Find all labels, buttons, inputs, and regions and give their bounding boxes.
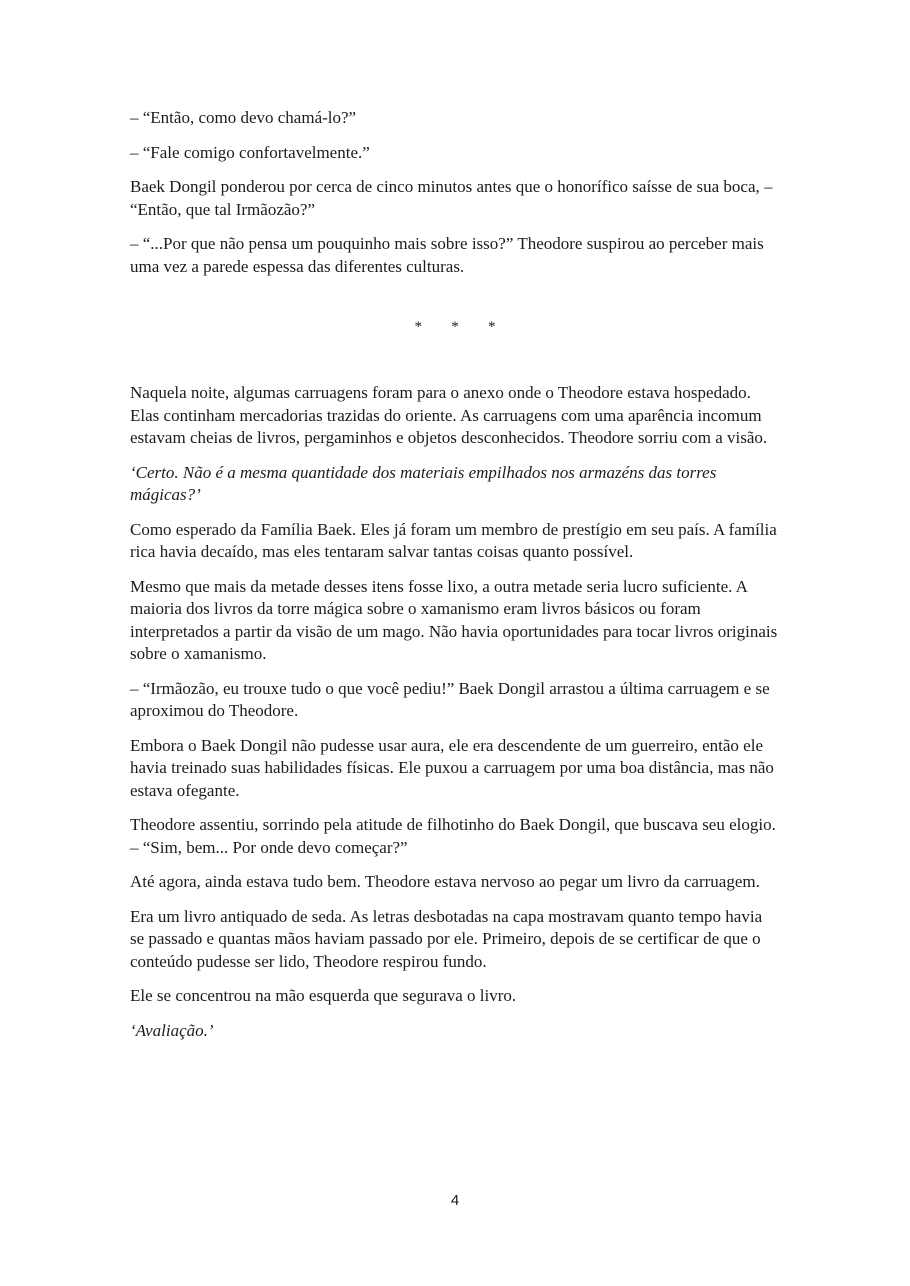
paragraph-carriages-arrive: Naquela noite, algumas carruagens foram para o anexo onde o Theodore estava hospedado. Elas continham mercadorias trazidas do oriente. As carruagens com uma aparência incomum estavam cheias de livros, pergaminhos e objetos desconhecidos. Theodore sorriu com a visão. [130, 383, 768, 447]
paragraph-theodore-nods: Theodore assentiu, sorrindo pela atitude de filhotinho do Baek Dongil, que buscava seu elogio. – “Sim, bem... Por onde devo começar?” [130, 815, 776, 857]
page-body [130, 107, 780, 1054]
paragraph-so-far-fine: Até agora, ainda estava tudo bem. Theodore estava nervoso ao pegar um livro da carruagem. [130, 872, 760, 891]
paragraph-dialogue-brought-everything: – “Irmãozão, eu trouxe tudo o que você pediu!” Baek Dongil arrastou a última carruagem e se aproximou do Theodore. [130, 678, 770, 720]
paragraph-baek-ponders: Baek Dongil ponderou por cerca de cinco minutos antes que o honorífico saísse de sua boca, – “Então, que tal Irmãozão?” [130, 177, 773, 219]
paragraph-dialogue-2: – “Fale comigo confortavelmente.” [130, 142, 370, 162]
separator-asterisk: * [414, 319, 422, 335]
paragraph-baek-physical: Embora o Baek Dongil não pudesse usar aura, ele era descendente de um guerreiro, então ele havia treinado suas habilidades físicas. Ele puxou a carruagem por uma boa distância, mas não estava ofegante. [130, 735, 774, 800]
paragraph-baek-family: Como esperado da Família Baek. Eles já foram um membro de prestígio em seu país. A família rica havia decaído, mas eles tentaram salvar tantas coisas quanto possível. [130, 519, 777, 561]
paragraph-thought-appraisal: ‘Avaliação.’ [130, 1020, 214, 1040]
separator-asterisk: * [451, 319, 459, 335]
separator-asterisk: * [488, 319, 496, 335]
scene-separator [130, 316, 780, 338]
paragraph-thought-materials: ‘Certo. Não é a mesma quantidade dos materiais empilhados nos armazéns das torres mágicas?’ [130, 462, 717, 504]
page-number: 4 [450, 1192, 460, 1209]
paragraph-dialogue-1: – “Então, como devo chamá-lo?” [130, 108, 357, 127]
paragraph-silk-book: Era um livro antiquado de seda. As letras desbotadas na capa mostravam quanto tempo havia se passado e quantas mãos haviam passado por ele. Primeiro, depois de se certificar de que o conteúdo pudesse ser lido, Theodore respirou fundo. [130, 906, 763, 971]
paragraph-half-junk: Mesmo que mais da metade desses itens fosse lixo, a outra metade seria lucro suficiente. A maioria dos livros da torre mágica sobre o xamanismo eram livros básicos ou foram interpretados a partir da visão de um mago. Não havia oportunidades para tocar livros originais sobre o xamanismo. [130, 576, 778, 663]
paragraph-left-hand: Ele se concentrou na mão esquerda que segurava o livro. [130, 986, 517, 1005]
paragraph-theodore-sighs: – “...Por que não pensa um pouquinho mais sobre isso?” Theodore suspirou ao perceber mais uma vez a parede espessa das diferentes culturas. [130, 234, 764, 276]
